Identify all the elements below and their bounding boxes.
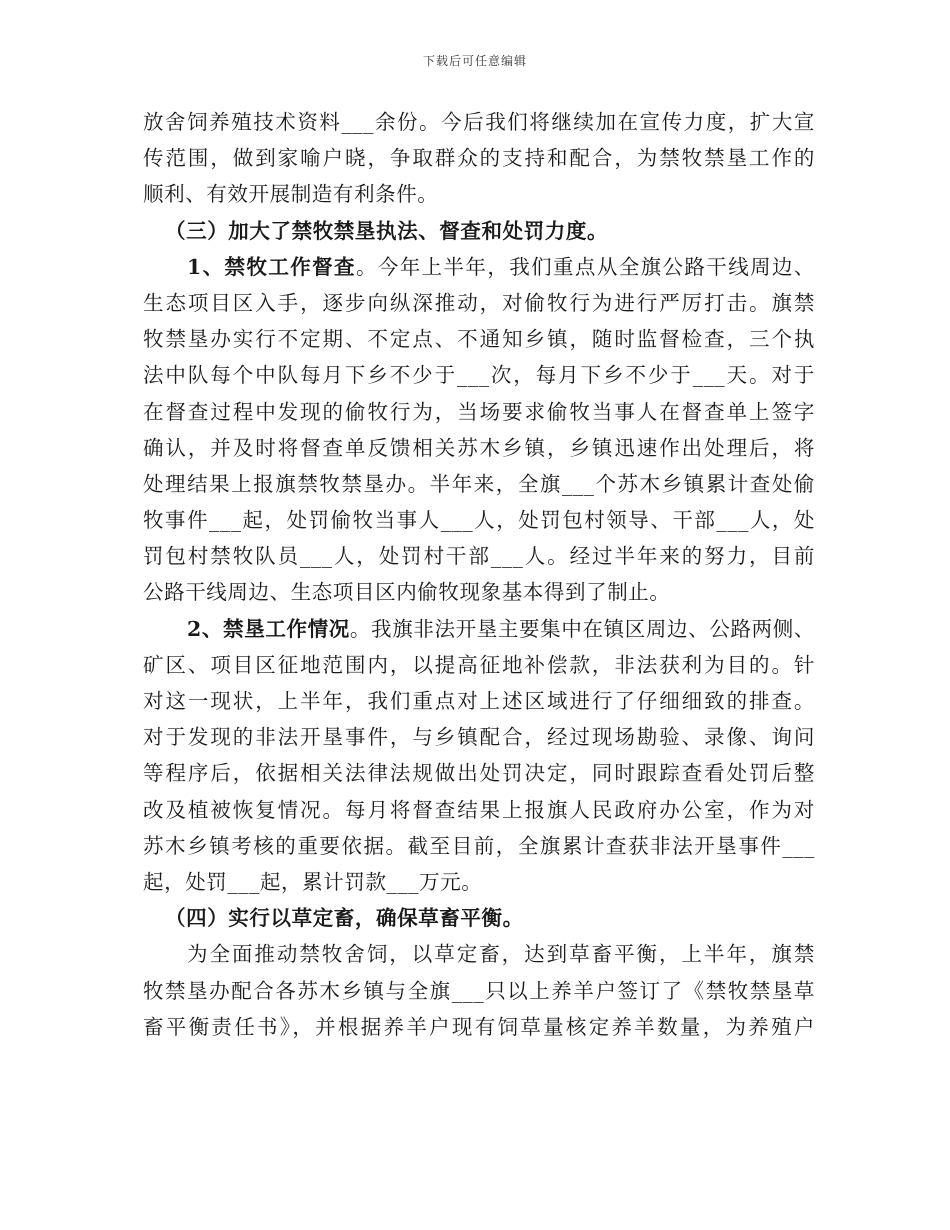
line-text: 牧禁垦办配合各苏木乡镇与全旗___只以上养羊户签订了《禁牧禁垦草: [143, 978, 815, 1003]
paragraph-line: [143, 176, 815, 212]
paragraph-line: [143, 973, 815, 1009]
paragraph-line: [143, 683, 815, 719]
line-text: 矿区、项目区征地范围内，以提高征地补偿款，非法获利为目的。针: [143, 652, 815, 677]
paragraph-first-line: [143, 249, 815, 285]
paragraph-line: [143, 394, 815, 430]
line-text: 等程序后，依据相关法律法规做出处罚决定，同时跟踪查看处罚后整: [143, 761, 815, 786]
paragraph-line: [143, 647, 815, 683]
line-text: 对这一现状，上半年，我们重点对上述区域进行了仔细细致的排查。: [143, 689, 815, 713]
paragraph-first-line: [143, 936, 815, 972]
line-text: 顺利、有效开展制造有利条件。: [143, 182, 439, 207]
line-text: 改及植被恢复情况。每月将督查结果上报旗人民政府办公室，作为对: [143, 797, 815, 822]
line-text: （四）实行以草定畜，确保草畜平衡。: [165, 906, 524, 931]
paragraph-line: [143, 755, 815, 791]
paragraph-line: [143, 502, 815, 538]
paragraph-line: [143, 466, 815, 502]
subsection-title: 1、禁牧工作督查: [187, 254, 356, 279]
line-text: 牧禁垦办实行不定期、不定点、不通知乡镇，随时监督检查，三个执: [143, 327, 815, 352]
paragraph-line: [143, 104, 815, 140]
paragraph-line: [143, 321, 815, 357]
section-heading: [143, 213, 815, 249]
line-text: 畜平衡责任书》，并根据养羊户现有饲草量核定养羊数量，为养殖户: [143, 1014, 815, 1039]
line-text: （三）加大了禁牧禁垦执法、督查和处罚力度。: [165, 218, 609, 243]
line-text: 牧事件___起，处罚偷牧当事人___人，处罚包村领导、干部___人，处: [143, 508, 815, 533]
line-text: 为全面推动禁牧舍饲，以草定畜，达到草畜平衡，上半年，旗禁: [187, 942, 815, 967]
paragraph-line: [143, 538, 815, 574]
line-text: 罚包村禁牧队员___人，处罚村干部___人。经过半年来的努力，目前: [143, 544, 815, 569]
line-text: 。今年上半年，我们重点从全旗公路干线周边、: [355, 254, 815, 279]
line-text: 处理结果上报旗禁牧禁垦办。半年来，全旗___个苏木乡镇累计查处偷: [143, 471, 815, 496]
document-body: [143, 104, 815, 1045]
paragraph-line: [143, 719, 815, 755]
paragraph-line: [143, 792, 815, 828]
line-text: 法中队每个中队每月下乡不少于___次，每月下乡不少于___天。对于: [143, 363, 815, 388]
line-text: 生态项目区入手，逐步向纵深推动，对偷牧行为进行严厉打击。旗禁: [143, 290, 815, 315]
paragraph-line: [143, 140, 815, 176]
paragraph-line: [143, 828, 815, 864]
line-text: 放舍饲养殖技术资料___余份。今后我们将继续加在宣传力度，扩大宣: [143, 110, 815, 134]
line-text: 确认，并及时将督查单反馈相关苏木乡镇，乡镇迅速作出处理后，将: [143, 435, 815, 460]
section-heading: [143, 900, 815, 936]
line-text: 在督查过程中发现的偷牧行为，当场要求偷牧当事人在督查单上签字: [143, 399, 815, 424]
paragraph-line: [143, 357, 815, 393]
line-text: 起，处罚___起，累计罚款___万元。: [143, 869, 483, 894]
paragraph-line: [143, 430, 815, 466]
paragraph-line: [143, 1009, 815, 1045]
page-header: 下载后可任意编辑: [422, 54, 527, 68]
line-text: 传范围，做到家喻户晓，争取群众的支持和配合，为禁牧禁垦工作的: [143, 146, 815, 171]
line-text: 公路干线周边、生态项目区内偷牧现象基本得到了制止。: [143, 580, 671, 605]
paragraph-first-line: [143, 611, 815, 647]
paragraph-line: [143, 285, 815, 321]
line-text: 苏木乡镇考核的重要依据。截至目前，全旗累计查获非法开垦事件___: [143, 833, 815, 858]
line-text: 对于发现的非法开垦事件，与乡镇配合，经过现场勘验、录像、询问: [143, 725, 815, 750]
line-text: 。我旗非法开垦主要集中在镇区周边、公路两侧、: [349, 616, 815, 641]
subsection-title: 2、禁垦工作情况: [187, 616, 350, 641]
paragraph-line: [143, 574, 815, 610]
paragraph-line: [143, 864, 815, 900]
